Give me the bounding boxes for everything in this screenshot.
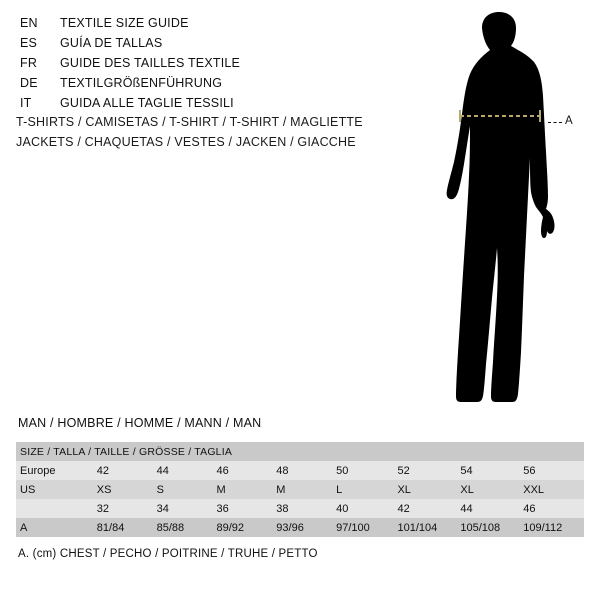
table-cell: 50: [334, 461, 395, 480]
table-cell: 44: [155, 461, 215, 480]
language-text: GUIDE DES TAILLES TEXTILE: [60, 56, 241, 70]
table-row: [16, 499, 584, 518]
table-cell: 44: [458, 499, 521, 518]
size-table: [16, 442, 584, 537]
measure-label-a: A: [565, 115, 573, 127]
table-cell: 56: [521, 461, 584, 480]
table-cell: 48: [274, 461, 334, 480]
table-cell: 109/112: [521, 518, 584, 537]
table-cell: S: [155, 480, 215, 499]
table-header-label: SIZE / TALLA / TAILLE / GRÖSSE / TAGLIA: [16, 442, 584, 461]
language-code: EN: [20, 16, 38, 30]
table-cell: 38: [274, 499, 334, 518]
language-text: GUÍA DE TALLAS: [60, 36, 163, 50]
table-cell: M: [274, 480, 334, 499]
table-cell: 32: [95, 499, 155, 518]
language-code: IT: [20, 96, 32, 110]
category-jackets: JACKETS / CHAQUETAS / VESTES / JACKEN / GIACCHE: [16, 135, 356, 149]
table-cell: 85/88: [155, 518, 215, 537]
table-cell: 101/104: [395, 518, 458, 537]
table-cell: 54: [458, 461, 521, 480]
table-cell: M: [214, 480, 274, 499]
table-cell: 42: [395, 499, 458, 518]
row-label: US: [16, 480, 95, 499]
table-cell: 97/100: [334, 518, 395, 537]
table-cell: 93/96: [274, 518, 334, 537]
table-row: [16, 461, 584, 480]
row-label: [16, 499, 95, 518]
language-row: [20, 16, 390, 36]
language-row: [20, 56, 390, 76]
table-cell: 34: [155, 499, 215, 518]
table-cell: 42: [95, 461, 155, 480]
table-cell: XL: [395, 480, 458, 499]
language-code: DE: [20, 76, 38, 90]
table-cell: L: [334, 480, 395, 499]
language-text: TEXTILGRÖßENFÜHRUNG: [60, 76, 223, 90]
row-label: A: [16, 518, 95, 537]
table-row: [16, 518, 584, 537]
table-cell: 105/108: [458, 518, 521, 537]
table-header-row: [16, 442, 584, 461]
language-text: TEXTILE SIZE GUIDE: [60, 16, 189, 30]
table-cell: XXL: [521, 480, 584, 499]
category-list: [16, 112, 416, 152]
table-cell: 81/84: [95, 518, 155, 537]
table-cell: 40: [334, 499, 395, 518]
table-cell: 89/92: [214, 518, 274, 537]
table-cell: 36: [214, 499, 274, 518]
table-cell: 52: [395, 461, 458, 480]
table-cell: 46: [214, 461, 274, 480]
measure-leader-line: [548, 122, 562, 123]
man-heading: MAN / HOMBRE / HOMME / MANN / MAN: [18, 416, 262, 430]
language-row: [20, 36, 390, 56]
body-figure: [400, 10, 600, 410]
row-label: Europe: [16, 461, 95, 480]
footnote: A. (cm) CHEST / PECHO / POITRINE / TRUHE / PETTO: [18, 548, 318, 560]
language-code: ES: [20, 36, 38, 50]
table-cell: XL: [458, 480, 521, 499]
language-list: [20, 16, 390, 116]
table-cell: XS: [95, 480, 155, 499]
language-text: GUIDA ALLE TAGLIE TESSILI: [60, 96, 234, 110]
table-cell: 46: [521, 499, 584, 518]
language-row: [20, 76, 390, 96]
male-silhouette-icon: [400, 10, 600, 410]
language-code: FR: [20, 56, 38, 70]
table-row: [16, 480, 584, 499]
category-tshirts: T-SHIRTS / CAMISETAS / T-SHIRT / T-SHIRT / MAGLIETTE: [16, 115, 363, 129]
